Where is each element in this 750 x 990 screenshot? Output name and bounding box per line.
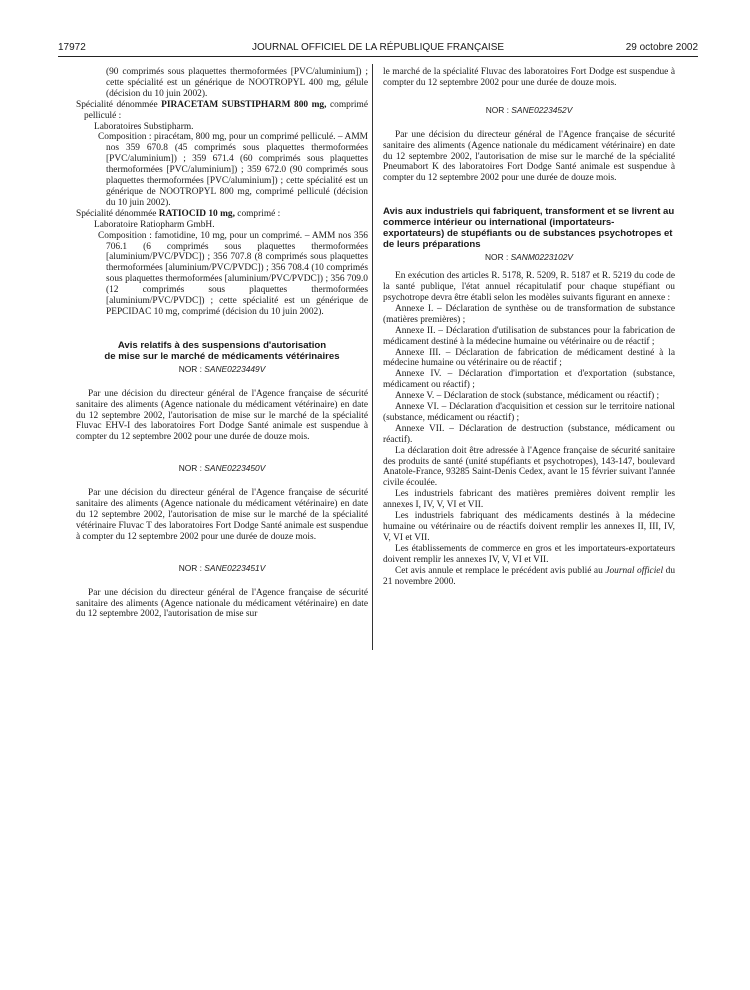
publication-date: 29 octobre 2002	[625, 42, 698, 53]
annex-item: Annexe II. – Déclaration d'utilisation de substances pour la fabrication de médicament destiné à la médecine humaine ou vétérinaire ou de réactif ;	[383, 325, 675, 347]
annex-item: Annexe I. – Déclaration de synthèse ou de transformation de substance (matières premières) ;	[383, 303, 675, 325]
section-title: Avis aux industriels qui fabriquent, transforment et se livrent au commerce intérieur ou international (importateurs-exportateurs) de stupéfiants ou de substances psychotropes et de leurs préparations	[383, 206, 675, 251]
paragraph: En exécution des articles R. 5178, R. 5209, R. 5187 et R. 5219 du code de la santé publique, l'état annuel récapitulatif pour chaque stupéfiant ou psychotrope devra être établi selon les modèles suivants figurant en annexe :	[383, 271, 675, 303]
annex-item: Annexe III. – Déclaration de fabrication de médicament destiné à la médecine humaine ou vétérinaire ou de réactif ;	[383, 347, 675, 369]
paragraph: Par une décision du directeur général de l'Agence française de sécurité sanitaire des aliments (Agence nationale du médicament vétérinaire) en date du 12 septembre 2002, l'autorisation de mise sur le marché de la spécialité Pneumabort K des laboratoires Fort Dodge Santé animale est suspendue à compter du 12 septembre 2002 pour une durée de douze mois.	[383, 129, 675, 184]
paragraph: Les industriels fabricant des matières premières doivent remplir les annexes I, IV, V, VI et VII.	[383, 489, 675, 511]
right-column	[383, 67, 675, 587]
page-header	[58, 42, 698, 57]
specialty-name: PIRACETAM SUBSTIPHARM 800 mg,	[161, 99, 327, 110]
annex-item: Annexe IV. – Déclaration d'importation et d'exportation (substance, médicament ou réactif) ;	[383, 369, 675, 391]
column-divider	[372, 64, 373, 650]
journal-title: JOURNAL OFFICIEL DE LA RÉPUBLIQUE FRANÇAISE	[251, 42, 505, 53]
nor-reference: NOR : SANE0223451V	[178, 562, 266, 573]
nor-reference: NOR : SANE0223449V	[178, 363, 266, 374]
paragraph: Par une décision du directeur général de l'Agence française de sécurité sanitaire des aliments (Agence nationale du médicament vétérinaire) en date du 12 septembre 2002, l'autorisation de mise sur	[76, 587, 368, 620]
paragraph: La déclaration doit être adressée à l'Agence française de sécurité sanitaire des produits de santé (unité stupéfiants et psychotropes), 143-147, boulevard Anatole-France, 93285 Saint-Denis Cedex, avant le 15 février suivant l'année civile écoulée.	[383, 445, 675, 489]
continued-paragraph: le marché de la spécialité Fluvac des laboratoires Fort Dodge est suspendue à compter du 12 septembre 2002 pour une durée de douze mois.	[383, 67, 675, 88]
composition: Composition : piracétam, 800 mg, pour un comprimé pelliculé. – AMM nos 359 670.8 (45 comprimés sous plaquettes thermoformées [PVC/aluminium]) ; 359 671.4 (60 comprimés sous plaquettes thermoformées [PVC/aluminium]) ; 359 672.0 (90 comprimés sous plaquettes thermoformées [PVC/aluminium]) ; cette spécialité est un générique de NOOTROPYL 800 mg, comprimé pelliculé (décision du 10 juin 2002).	[98, 132, 368, 208]
continued-paragraph: (90 comprimés sous plaquettes thermoformées [PVC/aluminium]) ; cette spécialité est un générique de NOOTROPYL 400 mg, gélule (décision du 10 juin 2002).	[106, 67, 368, 99]
paragraph: Les industriels fabriquant des médicaments destinés à la médecine humaine ou vétérinaire ou de réactifs doivent remplir les annexes II, III, IV, V, VI et VII.	[383, 511, 675, 543]
composition: Composition : famotidine, 10 mg, pour un comprimé. – AMM nos 356 706.1 (6 comprimés sous plaquettes thermoformées [aluminium/PVC/PVDC]) ; 356 707.8 (8 comprimés sous plaquettes thermoformées [aluminium/PVC/PVDC]) ; 356 708.4 (10 comprimés sous plaquettes thermoformées [aluminium/PVC/PVDC]) ; 356 709.0 (12 comprimés sous plaquettes thermoformées [aluminium/PVC/PVDC]) ; cette spécialité est un générique de PEPCIDAC 10 mg, comprimé (décision du 10 juin 2002).	[98, 230, 368, 317]
specialty-name: RATIOCID 10 mg,	[158, 208, 235, 219]
annex-item: Annexe VI. – Déclaration d'acquisition et cession sur le territoire national (substance, médicament ou réactif) ;	[383, 402, 675, 423]
specialty-heading: Spécialité dénommée PIRACETAM SUBSTIPHARM 800 mg, comprimé pelliculé :	[76, 99, 368, 121]
nor-reference: NOR : SANE0223450V	[178, 463, 266, 474]
page-number: 17972	[58, 42, 86, 53]
laboratory: Laboratoire Ratiopharm GmbH.	[94, 219, 215, 230]
laboratory: Laboratoires Substipharm.	[94, 121, 194, 132]
annex-item: Annexe VII. – Déclaration de destruction (substance, médicament ou réactif).	[383, 423, 675, 445]
left-column	[76, 67, 368, 620]
paragraph: Cet avis annule et remplace le précédent avis publié au Journal officiel du 21 novembre 2000.	[383, 565, 676, 587]
paragraph: Les établissements de commerce en gros et les importateurs-exportateurs doivent remplir les annexes IV, V, VI et VII.	[383, 543, 675, 565]
section-title: Avis relatifs à des suspensions d'autorisation de mise sur le marché de médicaments vétérinaires	[104, 339, 340, 362]
specialty-entry	[76, 100, 368, 209]
paragraph: Par une décision du directeur général de l'Agence française de sécurité sanitaire des aliments (Agence nationale du médicament vétérinaire) en date du 12 septembre 2002, l'autorisation de mise sur le marché de la spécialité Fluvac EHV-I des laboratoires Fort Dodge Santé animale est suspendue à compter du 12 septembre 2002 pour une durée de douze mois.	[76, 388, 368, 443]
journal-reference: Journal officiel	[605, 565, 664, 576]
specialty-heading: Spécialité dénommée RATIOCID 10 mg, comprimé :	[76, 208, 281, 219]
nor-reference: NOR : SANM0223102V	[485, 252, 573, 263]
nor-reference: NOR : SANE0223452V	[485, 104, 573, 115]
paragraph: Par une décision du directeur général de l'Agence française de sécurité sanitaire des aliments (Agence nationale du médicament vétérinaire) en date du 12 septembre 2002, l'autorisation de mise sur le marché de la spécialité vétérinaire Fluvac T des laboratoires Fort Dodge Santé animale est suspendue à compter du 12 septembre 2002 pour une durée de douze mois.	[76, 488, 368, 542]
specialty-entry	[76, 209, 368, 318]
annex-item: Annexe V. – Déclaration de stock (substance, médicament ou réactif) ;	[395, 391, 660, 402]
